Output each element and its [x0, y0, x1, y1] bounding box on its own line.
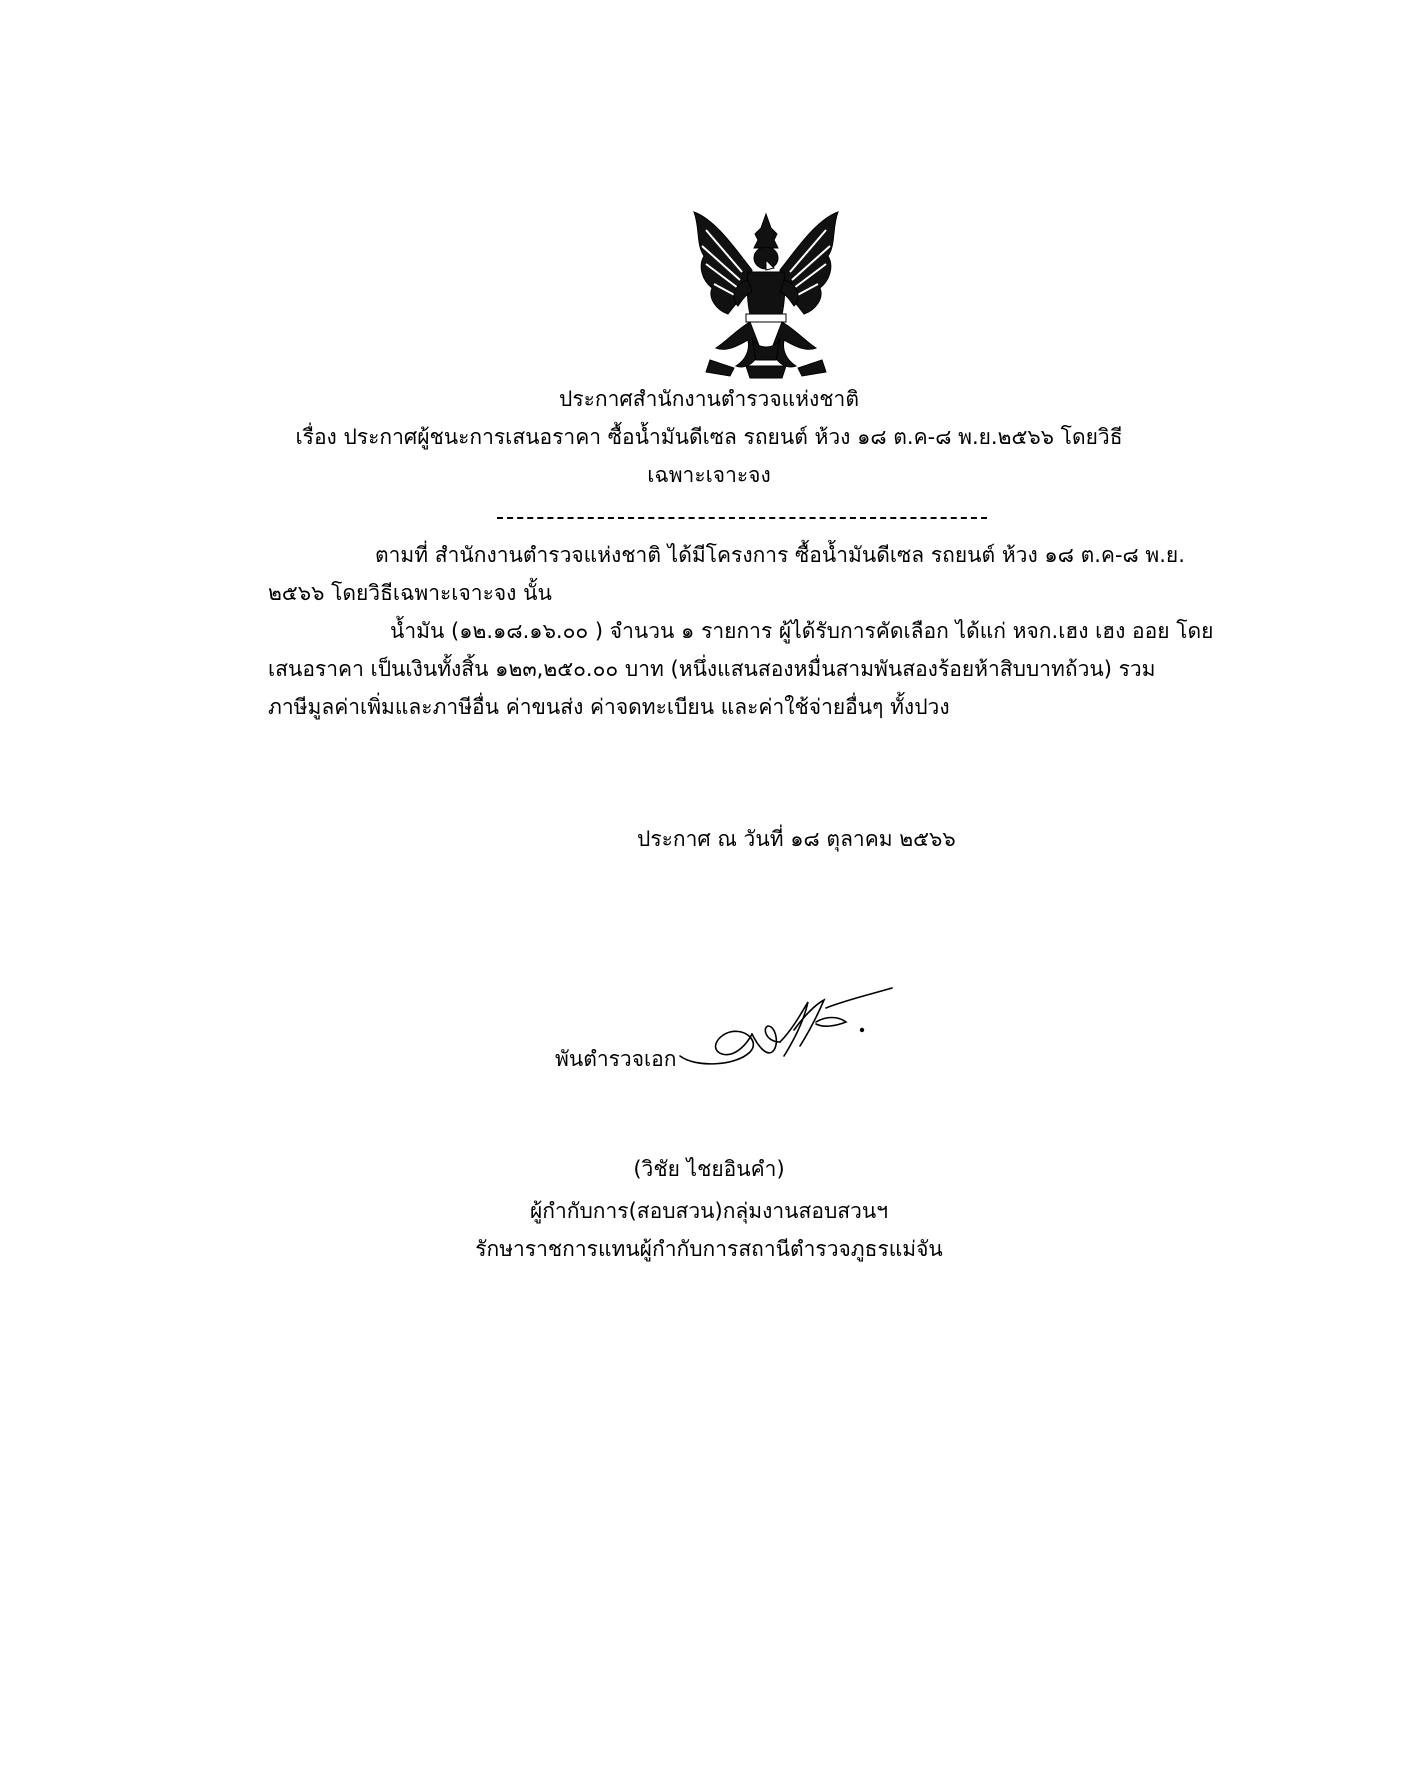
announcement-date: ประกาศ ณ วันที่ ๑๘ ตุลาคม ๒๕๖๖ — [637, 827, 956, 851]
handwritten-signature — [676, 986, 896, 1076]
paragraph-2-line-2: เสนอราคา เป็นเงินทั้งสิ้น ๑๒๓,๒๕๐.๐๐ บาท (หนึ่งแสนสองหมื่นสามพันสองร้อยห้าสิบบาทถ้วน) รวม — [268, 657, 1156, 681]
garuda-emblem-icon — [686, 210, 846, 382]
paragraph-1-line-1: ตามที่ สำนักงานตำรวจแห่งชาติ ได้มีโครงการ ซื้อน้ำมันดีเซล รถยนต์ ห้วง ๑๘ ต.ค-๘ พ.ย. — [375, 543, 1185, 567]
paragraph-1-line-2: ๒๕๖๖ โดยวิธีเฉพาะเจาะจง นั้น — [268, 581, 552, 605]
signer-name: (วิชัย ไชยอินคำ) — [633, 1157, 785, 1181]
paragraph-2-line-1: น้ำมัน (๑๒.๑๘.๑๖.๐๐ ) จำนวน ๑ รายการ ผู้ได้รับการคัดเลือก ได้แก่ หจก.เฮง เฮง ออย โดย — [390, 619, 1214, 643]
signer-position-line-2: รักษาราชการแทนผู้กำกับการสถานีตำรวจภูธรแม่จัน — [475, 1237, 943, 1261]
signer-rank: พันตำรวจเอก — [555, 1047, 677, 1071]
subject-line-1: เรื่อง ประกาศผู้ชนะการเสนอราคา ซื้อน้ำมันดีเซล รถยนต์ ห้วง ๑๘ ต.ค-๘ พ.ย.๒๕๖๖ โดยวิธี — [295, 425, 1123, 449]
header-divider — [497, 517, 987, 519]
page-title: ประกาศสำนักงานตำรวจแห่งชาติ — [559, 387, 859, 411]
subject-line-2: เฉพาะเจาะจง — [647, 463, 771, 487]
paragraph-2-line-3: ภาษีมูลค่าเพิ่มและภาษีอื่น ค่าขนส่ง ค่าจดทะเบียน และค่าใช้จ่ายอื่นๆ ทั้งปวง — [268, 695, 950, 719]
signer-position-line-1: ผู้กำกับการ(สอบสวน)กลุ่มงานสอบสวนฯ — [529, 1199, 889, 1223]
